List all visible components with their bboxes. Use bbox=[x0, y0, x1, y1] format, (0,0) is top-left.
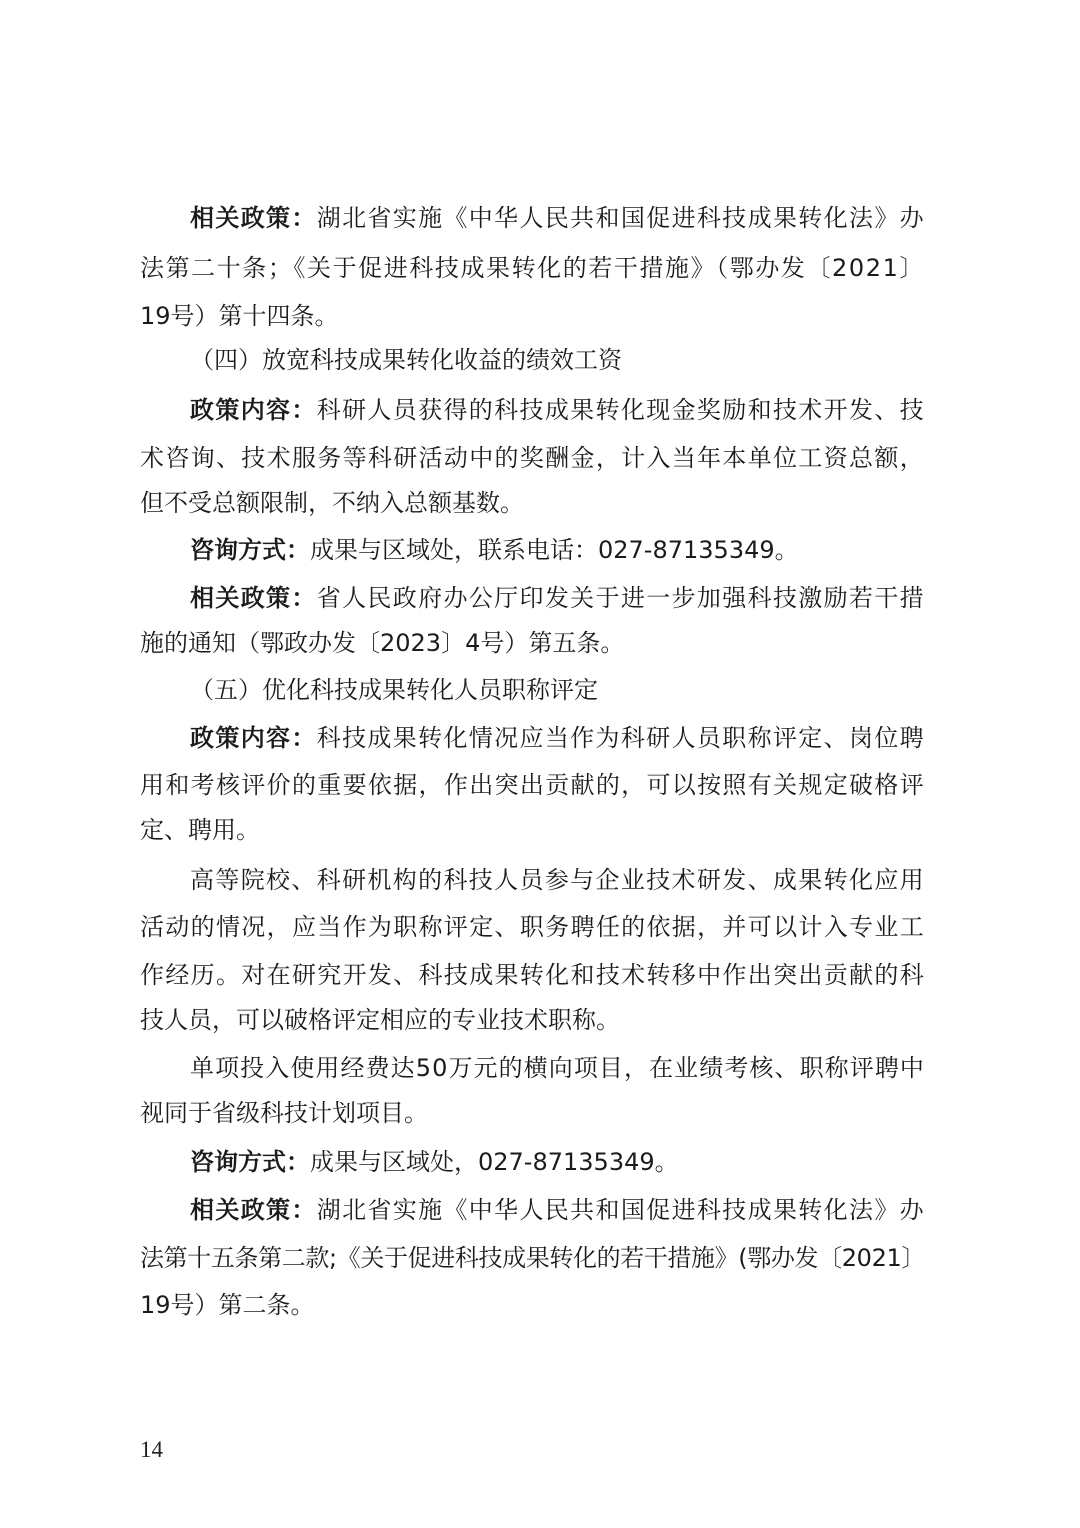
paragraph-line bbox=[190, 393, 925, 427]
paragraph-text: 技人员，可以破格评定相应的专业技术职称。 bbox=[140, 1006, 620, 1034]
paragraph-line bbox=[140, 251, 925, 285]
paragraph-text: 作经历。对在研究开发、科技成果转化和技术转移中作出突出贡献的科 bbox=[140, 961, 926, 989]
paragraph-label: 相关政策： bbox=[190, 1196, 317, 1224]
paragraph-line bbox=[140, 299, 925, 333]
paragraph-text: 活动的情况，应当作为职称评定、职务聘任的依据，并可以计入专业工 bbox=[140, 913, 926, 941]
paragraph-text: 成果与区域处，联系电话：027-87135349。 bbox=[310, 536, 799, 564]
paragraph-text: 法第十五条第二款;《关于促进科技成果转化的若干措施》(鄂办发〔2021〕 bbox=[140, 1244, 925, 1272]
paragraph-label: 咨询方式： bbox=[190, 1148, 310, 1176]
paragraph-text: 定、聘用。 bbox=[140, 816, 260, 844]
page-number: 14 bbox=[140, 1437, 163, 1462]
paragraph-text: 用和考核评价的重要依据，作出突出贡献的，可以按照有关规定破格评 bbox=[140, 771, 926, 799]
paragraph-line bbox=[140, 958, 925, 992]
paragraph-text: 19号）第十四条。 bbox=[140, 302, 339, 330]
paragraph-line bbox=[140, 768, 925, 802]
paragraph-line bbox=[140, 1288, 925, 1322]
paragraph-line bbox=[190, 1145, 925, 1179]
paragraph-line bbox=[190, 581, 925, 615]
paragraph-line bbox=[140, 1003, 925, 1037]
paragraph-line bbox=[190, 1051, 925, 1085]
paragraph-text: 法第二十条；《关于促进科技成果转化的若干措施》（鄂办发〔2021〕 bbox=[140, 254, 925, 282]
paragraph-text: 湖北省实施《中华人民共和国促进科技成果转化法》办 bbox=[316, 204, 926, 232]
paragraph-line bbox=[190, 1193, 925, 1227]
paragraph-text: 科研人员获得的科技成果转化现金奖励和技术开发、技 bbox=[316, 396, 926, 424]
section-heading-text: （五）优化科技成果转化人员职称评定 bbox=[190, 676, 598, 704]
paragraph-label: 政策内容： bbox=[190, 396, 317, 424]
paragraph-text: 但不受总额限制，不纳入总额基数。 bbox=[140, 489, 524, 517]
section-heading-text: （四）放宽科技成果转化收益的绩效工资 bbox=[190, 346, 622, 374]
paragraph-text: 术咨询、技术服务等科研活动中的奖酬金，计入当年本单位工资总额， bbox=[140, 444, 926, 472]
paragraph-label: 相关政策： bbox=[190, 204, 317, 232]
paragraph-line bbox=[140, 441, 925, 475]
paragraph-text: 省人民政府办公厅印发关于进一步加强科技激励若干措 bbox=[316, 584, 926, 612]
paragraph-text: 施的通知（鄂政办发〔2023〕4号）第五条。 bbox=[140, 629, 625, 657]
section-heading bbox=[190, 343, 925, 377]
paragraph-line bbox=[190, 533, 925, 567]
paragraph-text: 19号）第二条。 bbox=[140, 1291, 315, 1319]
paragraph-line bbox=[140, 1096, 925, 1130]
paragraph-text: 湖北省实施《中华人民共和国促进科技成果转化法》办 bbox=[316, 1196, 926, 1224]
paragraph-line bbox=[140, 1241, 925, 1275]
paragraph-line bbox=[190, 201, 925, 235]
section-heading bbox=[190, 673, 925, 707]
paragraph-label: 咨询方式： bbox=[190, 536, 310, 564]
paragraph-label: 政策内容： bbox=[190, 724, 317, 752]
paragraph-line bbox=[140, 486, 925, 520]
paragraph-line bbox=[190, 721, 925, 755]
paragraph-line bbox=[140, 813, 925, 847]
paragraph-line bbox=[190, 863, 925, 897]
paragraph-text: 高等院校、科研机构的科技人员参与企业技术研发、成果转化应用 bbox=[190, 866, 926, 894]
paragraph-text: 成果与区域处，027-87135349。 bbox=[310, 1148, 679, 1176]
paragraph-label: 相关政策： bbox=[190, 584, 317, 612]
paragraph-text: 视同于省级科技计划项目。 bbox=[140, 1099, 428, 1127]
paragraph-text: 单项投入使用经费达50万元的横向项目，在业绩考核、职称评聘中 bbox=[190, 1054, 925, 1082]
paragraph-line bbox=[140, 626, 925, 660]
paragraph-text: 科技成果转化情况应当作为科研人员职称评定、岗位聘 bbox=[316, 724, 926, 752]
paragraph-line bbox=[140, 910, 925, 944]
